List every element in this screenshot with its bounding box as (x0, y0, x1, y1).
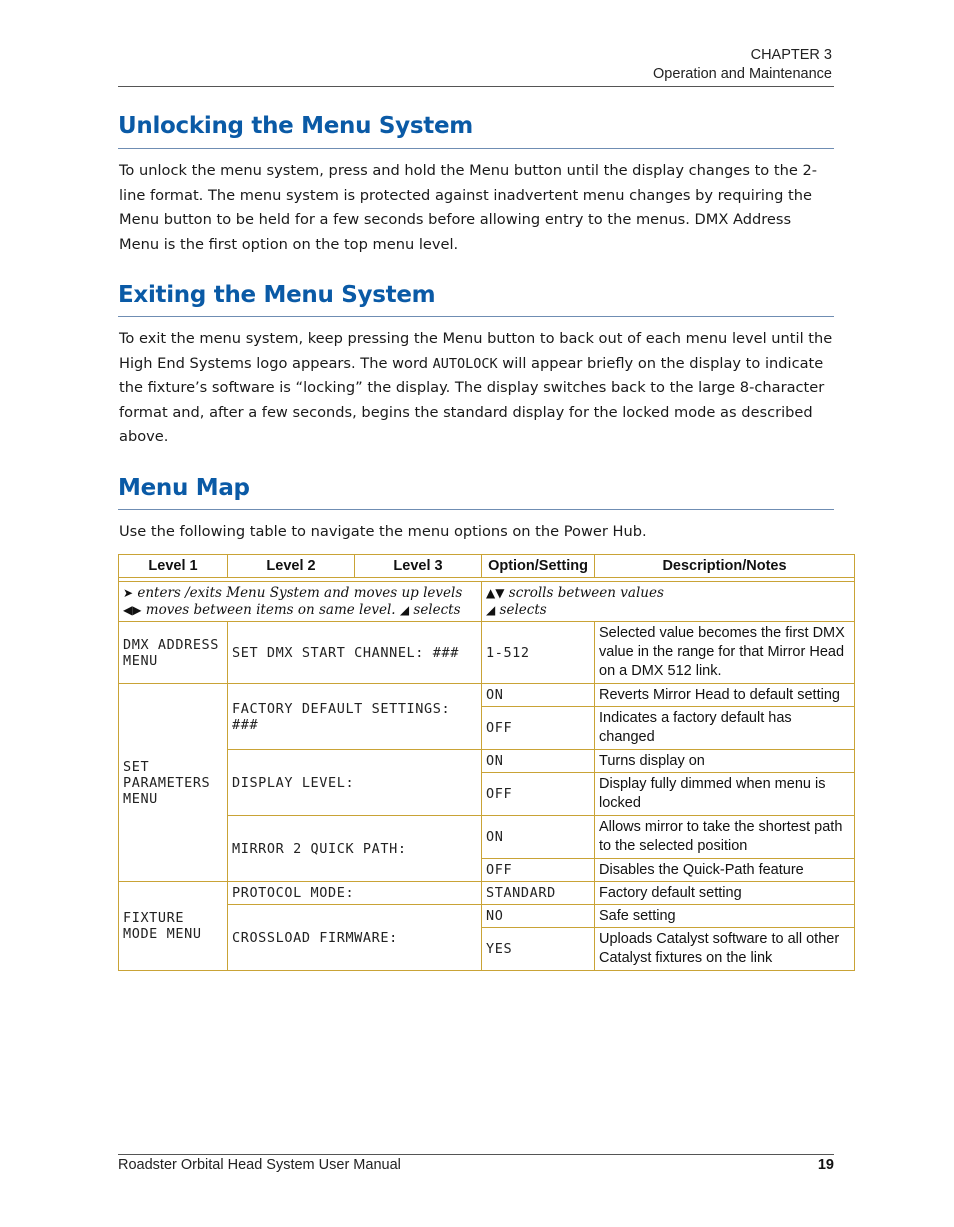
display-opt1: ON (482, 750, 595, 773)
legend-right-line2: selects (499, 601, 547, 618)
legend-right-line1: scrolls between values (508, 585, 664, 601)
fixture-level1: FIXTURE MODE MENU (119, 882, 228, 971)
table-header-row (119, 555, 855, 578)
header-level-3: Level 3 (355, 555, 482, 578)
factory-desc1: Reverts Mirror Head to default setting (595, 684, 855, 707)
display-desc1: Turns display on (595, 750, 855, 773)
header-level-1: Level 1 (119, 555, 228, 578)
mirror-desc2: Disables the Quick-Path feature (595, 859, 855, 882)
protocol-label: PROTOCOL MODE: (228, 882, 482, 905)
exit-text-b: will appear briefly on the display to indicate the fixture’s software is “locking” the display. The display switches back to the large 8-character format and, after a few seconds, begins the standard display for the locked mode as described above. (119, 354, 825, 445)
table-row (119, 622, 855, 684)
header-rule (118, 86, 834, 87)
mirror-label: MIRROR 2 QUICK PATH: (228, 816, 482, 882)
exit-text-a: To exit the menu system, keep pressing the Menu button to back out of each menu level until the High End Systems logo appears. The word (119, 330, 833, 372)
table-row (119, 684, 855, 707)
menu-map-heading-rule (118, 509, 834, 510)
crossload-opt2: YES (482, 928, 595, 971)
up-down-arrows-icon: ▲▼ (486, 586, 505, 600)
crossload-opt1: NO (482, 905, 595, 928)
header-description: Description/Notes (595, 555, 855, 578)
dmx-level2: SET DMX START CHANNEL: ### (228, 622, 482, 684)
unlock-paragraph: To unlock the menu system, press and hold the Menu button until the display changes to the 2-line format. The menu system is protected against inadvertent menu changes by requiring the Menu button to be held for a few seconds before allowing entry to the menus. DMX Address Menu is the first option on the top menu level. (119, 162, 818, 253)
header-option: Option/Setting (482, 555, 595, 578)
crossload-label: CROSSLOAD FIRMWARE: (228, 905, 482, 971)
legend-right (482, 582, 855, 622)
exit-heading: Exiting the Menu System (118, 282, 436, 308)
factory-opt2: OFF (482, 707, 595, 750)
crossload-desc2: Uploads Catalyst software to all other Catalyst fixtures on the link (595, 928, 855, 971)
display-label: DISPLAY LEVEL: (228, 750, 482, 816)
chapter-label: CHAPTER 3 (750, 47, 832, 63)
protocol-opt: STANDARD (482, 882, 595, 905)
display-opt2: OFF (482, 773, 595, 816)
setparams-level1: SET PARAMETERS MENU (119, 684, 228, 882)
exit-heading-rule (118, 316, 834, 317)
table-row (119, 882, 855, 905)
table-row (119, 905, 855, 928)
enter-icon: ◢ (486, 602, 496, 617)
legend-left-line2a: moves between items on same level. (145, 601, 396, 618)
mirror-opt1: ON (482, 816, 595, 859)
legend-left-line2b: selects (413, 601, 461, 618)
display-desc2: Display fully dimmed when menu is locked (595, 773, 855, 816)
protocol-desc: Factory default setting (595, 882, 855, 905)
factory-opt1: ON (482, 684, 595, 707)
menu-map-intro: Use the following table to navigate the menu options on the Power Hub. (119, 523, 647, 540)
dmx-option: 1-512 (482, 622, 595, 684)
page-number: 19 (817, 1157, 834, 1173)
mirror-desc1: Allows mirror to take the shortest path to the selected position (595, 816, 855, 859)
running-header (653, 46, 832, 84)
mirror-opt2: OFF (482, 859, 595, 882)
footer-rule (118, 1154, 834, 1155)
legend-left-line1: enters /exits Menu System and moves up levels (137, 585, 463, 601)
menu-map-heading: Menu Map (118, 475, 250, 501)
exit-paragraph (119, 327, 834, 450)
factory-desc2: Indicates a factory default has changed (595, 707, 855, 750)
menu-map-table (118, 554, 855, 971)
unlock-heading: Unlocking the Menu System (118, 113, 473, 139)
dmx-level1: DMX ADDRESS MENU (119, 622, 228, 684)
table-row (119, 750, 855, 773)
footer-manual-title: Roadster Orbital Head System User Manual (118, 1157, 401, 1173)
dmx-desc: Selected value becomes the first DMX value in the range for that Mirror Head on a DMX 512 link. (595, 622, 855, 684)
crossload-desc1: Safe setting (595, 905, 855, 928)
header-level-2: Level 2 (228, 555, 355, 578)
legend-left (119, 582, 482, 622)
unlock-heading-rule (118, 148, 834, 149)
menu-arrow-icon: ➤ (123, 586, 134, 600)
table-row (119, 816, 855, 859)
legend-row (119, 582, 855, 622)
autolock-code: AUTOLOCK (432, 355, 498, 372)
enter-icon: ◢ (399, 602, 410, 617)
left-right-arrows-icon: ◀▶ (123, 602, 142, 617)
chapter-subtitle: Operation and Maintenance (653, 66, 832, 82)
factory-label: FACTORY DEFAULT SETTINGS: ### (228, 684, 482, 750)
